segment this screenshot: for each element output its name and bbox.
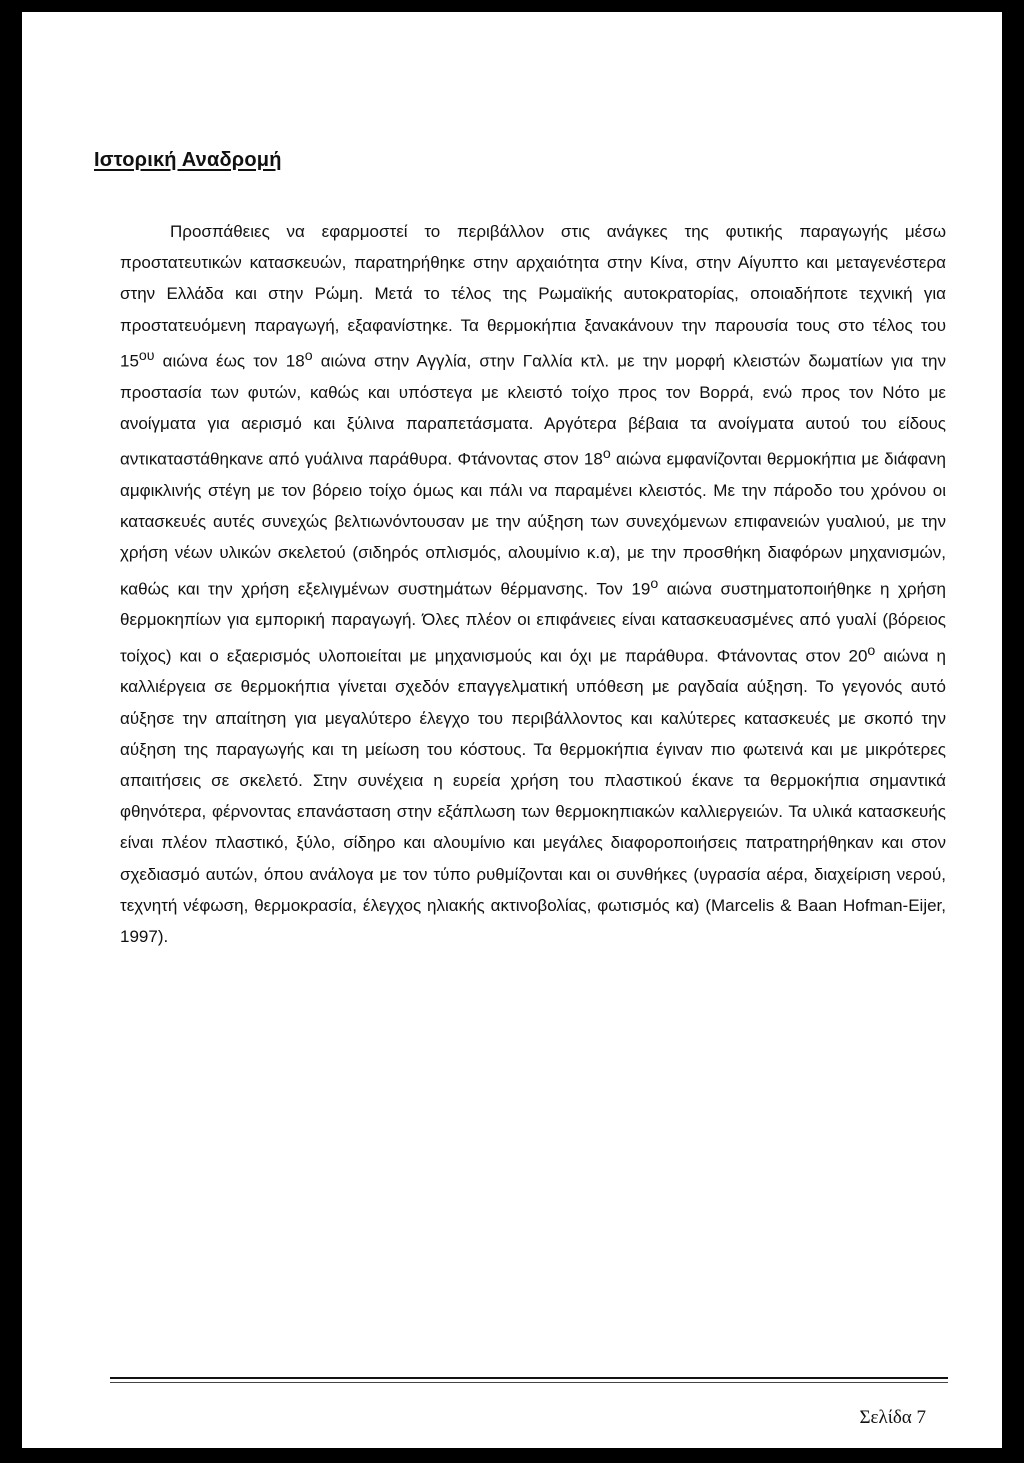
footer-divider xyxy=(110,1377,948,1379)
document-page xyxy=(22,12,1002,1448)
paragraph-text: αιώνα η καλλιέργεια σε θερμοκήπια γίνεται σχεδόν επαγγελματική υπόθεση με ραγδαία αύξηση. Το γεγονός αυτό αύξησε την απαίτηση για μεγαλύτερο έλεγχο του περιβάλλοντος και καλύτερες κατασκευές με σκοπό την αύξηση της παραγωγής και τη μείωση του κόστους. Τα θερμοκήπια έγιναν πιο φωτεινά και με μικρότερες απαιτήσεις σε σκελετό. Στην συνέχεια η ευρεία χρήση του πλαστικού έκανε τα θερμοκήπια σημαντικά φθηνότερα, φέρνοντας επανάσταση στην εξάπλωση των θερμοκηπιακών καλλιεργειών. Τα υλικά κατασκευής είναι πλέον πλαστικό, ξύλο, σίδηρο και αλουμίνιο και μεγάλες διαφοροποιήσεις πατρατηρήθηκαν και στον σχεδιασμό αυτών, όπου ανάλογα με τον τύπο ρυθμίζονται και οι συνθήκες (υγρασία αέρα, διαχείριση νερού, τεχνητή νέφωση, θερμοκρασία, έλεγχος ηλιακής ακτινοβολίας, φωτισμός κα) (Marcelis & Baan Hofman-Eijer, 1997). xyxy=(120,646,947,947)
ordinal-superscript: ου xyxy=(138,347,155,364)
paragraph-text: αιώνα συστηματοποιήθηκε η χρήση θερμοκηπίων για εμπορική παραγωγή. Όλες πλέον οι επιφάνειες είναι κατασκευασμένες από γυαλί (βόρειος τοίχος) και ο εξαερισμός υλοποιείται με μηχανισμούς και όχι με παράθυρα. Φτάνοντας στον 20 xyxy=(120,579,946,666)
paragraph-text: αιώνα εμφανίζονται θερμοκήπια με διάφανη αμφικλινής στέγη με τον βόρειο τοίχο όμως και πάλι να παραμένει κλειστός. Με την πάροδο του χρόνου οι κατασκευές αυτές συνεχώς βελτιωνόντουσαν με την αύξηση των συνεχόμενων επιφανειών γυαλιού, με την χρήση νέων υλικών σκελετού (σιδηρός οπλισμός, αλουμίνιο κ.α), με την προσθήκη διαφόρων μηχανισμών, καθώς και την χρήση εξελιγμένων συστημάτων θέρμανσης. Τον 19 xyxy=(120,449,946,599)
ordinal-superscript: ο xyxy=(304,347,313,364)
ordinal-superscript: ο xyxy=(650,575,659,592)
paragraph-text: Προσπάθειες να εφαρμοστεί το περιβάλλον στις ανάγκες της φυτικής παραγωγής μέσω προστατευτικών κατασκευών, παρατηρήθηκε στην αρχαιότητα στην Κίνα, στην Αίγυπτο και μεταγενέστερα στην Ελλάδα και στην Ρώμη. Μετά το τέλος της Ρωμαϊκής αυτοκρατορίας, οποιαδήποτε τεχνική για προστατευόμενη παραγωγή, εξαφανίστηκε. Τα θερμοκήπια ξανακάνουν την παρουσία τους στο τέλος του 15 xyxy=(120,222,946,371)
page-number: Σελίδα 7 xyxy=(859,1407,926,1428)
paragraph-text: αιώνα στην Αγγλία, στην Γαλλία κτλ. με την μορφή κλειστών δωματίων για την προστασία των φυτών, καθώς και υπόστεγα με κλειστό τοίχο προς τον Βορρά, ενώ προς τον Νότο με ανοίγματα για αερισμό και ξύλινα παραπετάσματα. Αργότερα βέβαια τα ανοίγματα αυτού του είδους αντικαταστάθηκανε από γυάλινα παράθυρα. Φτάνοντας στον 18 xyxy=(120,351,947,469)
body-paragraph xyxy=(120,216,946,952)
paragraph-text: αιώνα έως τον 18 xyxy=(154,351,305,371)
ordinal-superscript: ο xyxy=(602,446,611,463)
footer-divider-thin xyxy=(110,1382,948,1383)
section-heading: Ιστορική Αναδρομή xyxy=(94,149,282,171)
ordinal-superscript: ο xyxy=(867,642,876,659)
